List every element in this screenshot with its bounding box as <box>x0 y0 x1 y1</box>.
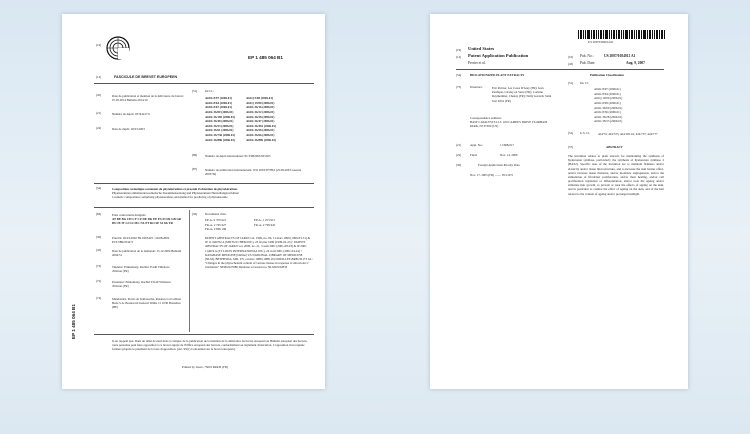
ep-states: AT BE BG CH CY CZ DE DK EE ES FI FR GB GR HU IE IT LI LU MC NL PT RO SE SI SK TR <box>112 217 182 226</box>
ep-cited-a: EP-A- 0 370 921 FR-A- 2 795 627 FR-A- 2 806 190 <box>205 218 227 232</box>
us-abstract-label: ABSTRACT <box>606 145 623 149</box>
us-foreign-label: Foreign Application Priority Data <box>478 163 520 167</box>
us-country: United States <box>468 46 495 51</box>
ep-inventor: Inventeur: Emnamony, Rachid 33140 Villenave d'Ornon (FR) <box>112 280 171 289</box>
us-correspondence: BASF CATALYSTS LLC 100 CAMPUS DRIVE FLORHAM PARK, NJ 07932 (US) <box>470 120 548 129</box>
us-pub-no: US 2007/0184012 A1 <box>604 54 636 58</box>
ep-subject-fr: Composition cosmétique contenant de phytokératines et procédé d'obtention de phytokératines <box>112 187 238 191</box>
ep-pub-date: Date de publication et mention de la délivrance du brevet: 07.05.2014 Bulletin 2014/19 <box>112 94 184 103</box>
us-class-label: Publication Classification <box>590 73 624 77</box>
ep-priority: Priorité: 20.03.2002 FR 0203425 / 29.08.2002 PCT/IB02/03471 <box>112 236 170 245</box>
us-inventor-short: Perrier et al. <box>468 61 486 65</box>
ep-int-cl-left: A61K 8/97 (2006.01) A61K 8/64 (2006.01) A61K 8/67 (2006.01) A61K 36/00 (2006.01) A61K 36/185 (2006.01) A61K 36/48 (2006.01) A61K 36/53 (2006.01) A61K 36/61 (2006.01) A61K 36/736 (2006.01) A61K 36/886 (2006.01) <box>205 96 235 142</box>
us-pub-date: Aug. 9, 2007 <box>626 61 645 65</box>
ep-cited-label: Documents cités: <box>205 212 227 216</box>
us-inventors: Eric Perrier, Les Cotes D'Arey (FR); Jean Paufique, Ciraley en Serre (FR); Corinne Reymermier, Chazay (FR); Nelly Gerardi, Saint Just Triba (FR) <box>492 86 552 103</box>
ep-subject-en: Cosmetic composition comprising phytokeratines and method for producing of phytokeratine <box>112 195 228 200</box>
ep-agent: Mandataire: Powis de Tenbossche, Roland et al Cabinet Bede S.A. Boulevard General Wahis 15 1030 Bruxelles (BE) <box>112 297 181 310</box>
ep-printer: Printed by Jouve, 75001 PARIS (FR) <box>182 365 228 369</box>
us-filed: Nov. 14, 2006 <box>500 153 518 157</box>
barcode-text: US 20070184012A1 <box>588 40 614 44</box>
ep-subject-de: Phytokeratinen enthaltende kosmetische Zusammensetzung und Phytokeratinen Herstellungsverfahren <box>112 191 239 196</box>
ep-patent-page: (19) EP 1 485 064 B1 (12) FASCICULE DE BREVET EUROPEEN (45) Date de publication et mention de la délivrance du brevet: 07.05.2014 Bulletin 2014/19 (21) Numéro de dépôt: 03744417.9 (22) Date de dépôt: 20.03.2003 (51) Int Cl.: A61K 8/97 (2006.01) A61K 8/64 (2006.01) A61K 8/67 (2006.01) A61K 36/00 (2006.01) A61K 36/185 (2006.01) A61K 36/48 (2006.01) A61K 36/53 (2006.01) A61K 36/61 (2006.01) A61K 36/736 (2006.01) A61K 36/886 (2006.01) A61Q 5/00 (2006.01) A61Q 19/00 (2006.01) A61K 36/16 (2006.01) A61K 36/22 (2006.01) A61K 36/28 (2006.01) A61K 36/47 (2006.01) A61K 36/481 (2006.01) A61K 36/58 (2006.01) A61K 36/66 (2006.01) A61K 36/889 (2006.01) (86) Numéro de dépôt international: PCT/IB2003/001023 (87) Numéro de publication internationale: WO 2003/077861 (25.09.2003 Gazette 2003/39) (54) Composition cosmétique contenant de phytokératines et procédé d'obtention de phytokératines Phytokeratinen enthaltende kosmetische Zusammensetzung und Phytokeratinen Herstellungsverfahren Cosmetic composition comprising phytokeratines and method for producing of phytokeratine (84) Etats contractants désignés: AT BE BG CH CY CZ DE DK EE ES FI FR GB GR HU IE IT LI LU MC NL PT RO SE SI SK TR (30) Priorité: 20.03.2002 FR 0203425 / 29.08.2002 PCT/IB02/03471 (43) Date de publication de la demande: 15.12.2004 Bulletin 2004/51 (73) Titulaire: Emnamony, Rachid 33140 Villenave d'Ornon (FR) (72) Inventeur: Emnamony, Rachid 33140 Villenave d'Ornon (FR) (74) Mandataire: Powis de Tenbossche, Roland et al Cabinet Bede S.A. Boulevard General Wahis 15 1030 Bruxelles (BE) (56) Documents cités: EP-A- 0 370 921 FR-A- 2 795 627 FR-A- 2 806 190 EP-A- 1 253 915 FR-A- 2 799 645 PATENT ABSTRACTS OF JAPAN vol. 1999, no. 06, 31 mars 1999 (1999-03-31) & JP 11 046762 A (MITSUI CHEM INC), 23 février 1999 (1999-02-23) • PATENT ABSTRACTS OF JAPAN vol. 2000, no. 21, 3 août 2001 (2001-08-03) & JP 2001 114619 A (ST LOUIS INTERNATIONAL INC), 24 avril 2001 (2001-04-24) • DATABASE MEDLINE [Online] US NATIONAL LIBRARY OF MEDICINE (NLM), BETHESDA, MD, US; octobre 1988 (1988-10) DOUILLET-BREUIL ET AL: "Changes in the phytochelatin content of various tissues in response to ultraviolet C irradiation" XP002227086 Database accession no. NLM10162833 Il est rappelé que: Dans un délai de neuf mois à compter de la publication de la mention de la délivrance du brevet européen au Bulletin européen des brevets, toute personne peut faire opposition à ce brevet auprès de l'Office européen des brevets, conformément au règlement d'exécution. L'opposition n'est réputée formée qu'après le paiement de la taxe d'opposition. (Art. 99(1) Convention sur le brevet européen). Printed by Jouve, 75001 PARIS (FR) EP 1 485 064 B1 <box>62 14 325 389</box>
ep-int-cl-label: Int Cl.: <box>205 89 214 93</box>
epo-logo-icon <box>106 36 130 60</box>
us-int-cl: A61K 8/97 (2006.01) A61K 8/64 (2006.01) A61Q 19/00 (2006.01) A61K 8/99 (2006.01) A61K 36/00 (2006.01) A61K 8/36 (2006.01) A61K 36/28 (2006.01) A61K 36/53 (2006.01) <box>594 87 623 124</box>
ep-app-number: Numéro de dépôt: 03744417.9 <box>112 112 150 116</box>
ep-filing-date: Date de dépôt: 20.03.2003 <box>112 127 145 131</box>
barcode-icon <box>578 30 666 39</box>
us-patent-page: US 20070184012A1 (19) United States (12) Patent Application Publication Perrier et al. (10) Pub. No.: US 2007/0184012 A1 (43) Pub. Date: Aug. 9, 2007 (54) BIOCATIONIZED PLANT EXTRACTS (75) Inventors: Eric Perrier, Les Cotes D'Arey (FR); Jean Paufique, Ciraley en Serre (FR); Corinne Reymermier, Chazay (FR); Nelly Gerardi, Saint Just Triba (FR) Correspondence Address: BASF CATALYSTS LLC 100 CAMPUS DRIVE FLORHAM PARK, NJ 07932 (US) (21) Appl. No.: 11/668,917 (22) Filed: Nov. 14, 2006 (30) Foreign Application Priority Data Nov. 17, 2005 (FR) ........ 05/11671 Publication Classification (51) Int. Cl. A61K 8/97 (2006.01) A61K 8/64 (2006.01) A61Q 19/00 (2006.01) A61K 8/99 (2006.01) A61K 36/00 (2006.01) A61K 8/36 (2006.01) A61K 36/28 (2006.01) A61K 36/53 (2006.01) (52) U.S. Cl. 424/74; 424/725; 424/195.16; 424/737; 424/777 (57) ABSTRACT The invention relates to plant extracts for maintaining the synthesis of hyaluronan synthase, particularly the synthesis of hyaluronan synthase 2 (HAS2). Specific uses of the invention are to maintain firmness and/or elasticity and/or tissue microstructure, and to increase the skin barrier effect, and/or increase tissue moisture, and/or modulate angiogenesis, and/or the stimulation of fibroblast proliferation, and/or their healing, and/or cell proliferation regulation or differentiation, and/or treat the ageing and/or stimulate hair growth, to prevent or treat the effects of ageing on the skin, and in particular to combat the effect of ageing on the skin, and of the hair related to the content of ageing and/or prolonged sunlight. <box>430 14 688 389</box>
us-foreign: Nov. 17, 2005 (FR) ........ 05/11671 <box>470 173 514 177</box>
ep-holder: Titulaire: Emnamony, Rachid 33140 Villenave d'Ornon (FR) <box>112 265 170 274</box>
ep-int-cl-right: A61Q 5/00 (2006.01) A61Q 19/00 (2006.01) A61K 36/16 (2006.01) A61K 36/22 (2006.01) A61K 36/28 (2006.01) A61K 36/47 (2006.01) A61K 36/481 (2006.01) A61K 36/58 (2006.01) A61K 36/66 (2006.01) A61K 36/889 (2006.01) <box>246 96 276 142</box>
us-us-cl: 424/74; 424/725; 424/195.16; 424/737; 424/777 <box>598 132 658 136</box>
ep-intl-pub: Numéro de publication internationale: WO 2003/077861 (25.09.2003 Gazette 2003/39) <box>205 168 302 177</box>
us-title: BIOCATIONIZED PLANT EXTRACTS <box>470 73 525 77</box>
us-kind: Patent Application Publication <box>468 53 529 58</box>
ep-refs: PATENT ABSTRACTS OF JAPAN vol. 1999, no. 06, 31 mars 1999 (1999-03-31) & JP 11 046762 A (MITSUI CHEM INC), 23 février 1999 (1999-02-23) • PATENT ABSTRACTS OF JAPAN vol. 2000, no. 21, 3 août 2001 (2001-08-03) & JP 2001 114619 A (ST LOUIS INTERNATIONAL INC), 24 avril 2001 (2001-04-24) • DATABASE MEDLINE [Online] US NATIONAL LIBRARY OF MEDICINE (NLM), BETHESDA, MD, US; octobre 1988 (1988-10) DOUILLET-BREUIL ET AL: "Changes in the phytochelatin content of various tissues in response to ultraviolet C irradiation" XP002227086 Database accession no. NLM10162833 <box>205 236 313 270</box>
ep-side-number: EP 1 485 064 B1 <box>71 304 76 339</box>
ep-pub-app: Date de publication de la demande: 15.12.2004 Bulletin 2004/51 <box>112 249 182 258</box>
ep-pub-number: EP 1 485 064 B1 <box>248 55 283 60</box>
ep-cited-b: EP-A- 1 253 915 FR-A- 2 799 645 <box>254 218 276 227</box>
us-abstract: The invention relates to plant extracts for maintaining the synthesis of hyaluronan synthase, particularly the synthesis of hyaluronan synthase 2 (HAS2). Specific uses of the invention are to maintain firmness and/or elasticity and/or tissue microstructure, and to increase the skin barrier effect, and/or increase tissue moisture, and/or modulate angiogenesis, and/or the stimulation of fibroblast proliferation, and/or their healing, and/or cell proliferation regulation or differentiation, and/or treat the ageing and/or stimulate hair growth, to prevent or treat the effects of ageing on the skin, and in particular to combat the effect of ageing on the skin, and of the hair related to the content of ageing and/or prolonged sunlight. <box>568 154 664 196</box>
ep-intl-app: Numéro de dépôt international: PCT/IB2003/001023 <box>205 154 271 158</box>
ep-doc-title: FASCICULE DE BREVET EUROPEEN <box>114 75 178 79</box>
ep-footer: Il est rappelé que: Dans un délai de neuf mois à compter de la publication de la mention de la délivrance du brevet européen au Bulletin européen des brevets, toute personne peut faire opposition à ce brevet auprès de l'Office européen des brevets, conformément au règlement d'exécution. L'opposition n'est réputée formée qu'après le paiement de la taxe d'opposition. (Art. 99(1) Convention sur le brevet européen). <box>112 339 308 352</box>
us-appl-no: 11/668,917 <box>500 143 514 147</box>
